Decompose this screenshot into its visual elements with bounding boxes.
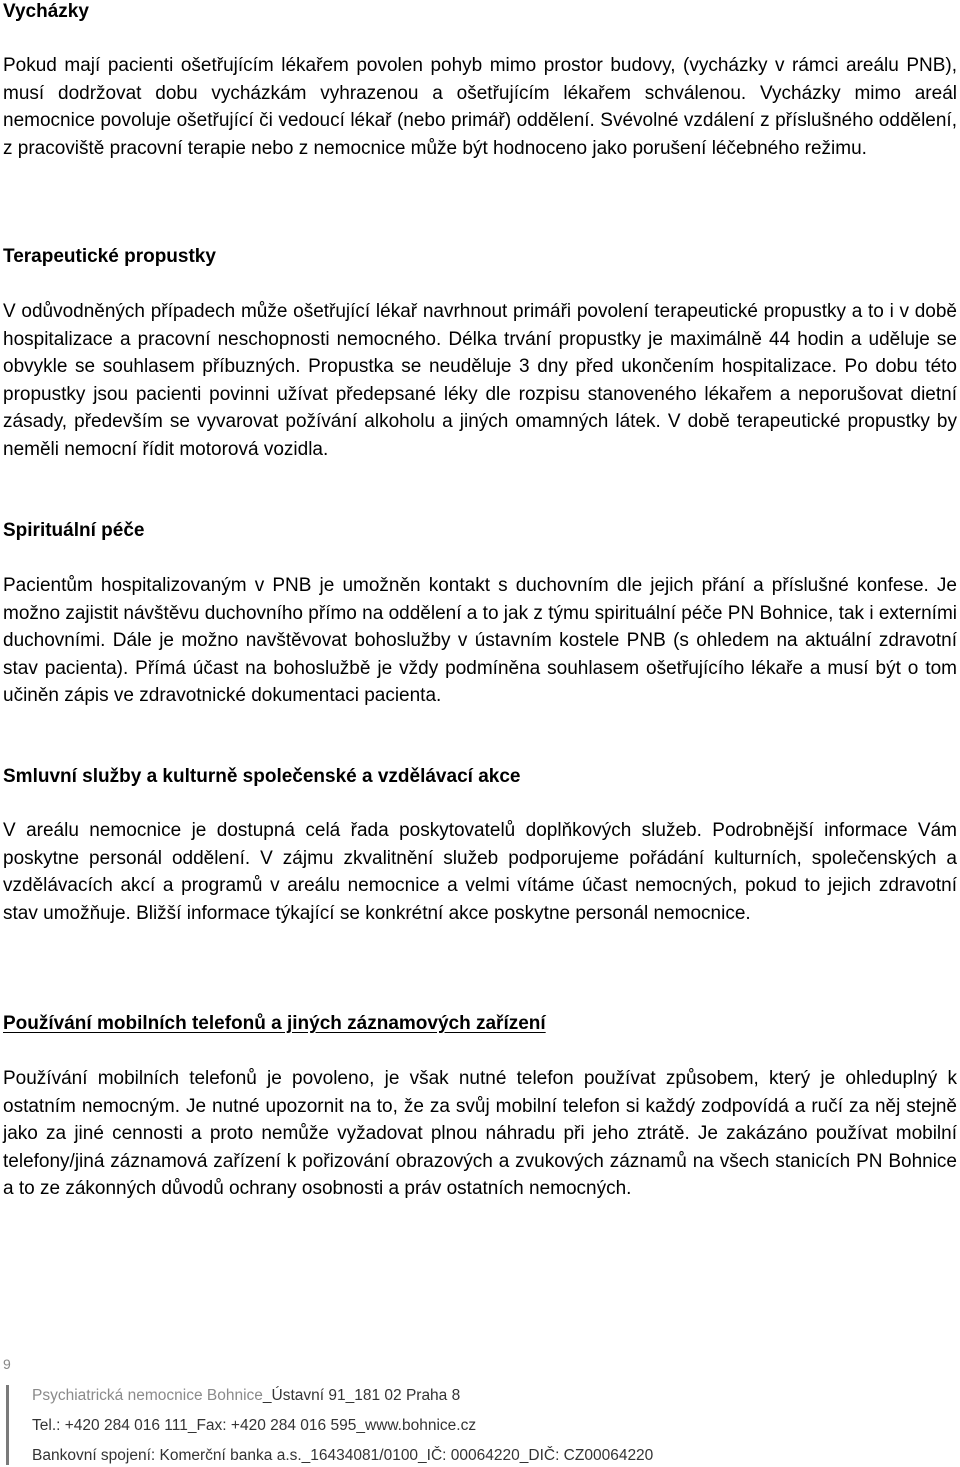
heading-terapeuticke-propustky: Terapeutické propustky <box>3 246 216 267</box>
footer-institution-name: Psychiatrická nemocnice Bohnice <box>32 1387 263 1404</box>
paragraph-vychazky: Pokud mají pacienti ošetřujícím lékařem povolen pohyb mimo prostor budovy, (vycházky v rámci areálu PNB), musí dodržovat dobu vycházkám vyhrazenou a ošetřujícím lékařem schválenou. Vycházky mimo areál nemocnice povoluje ošetřující či vedoucí lékař (nebo primář) oddělení. Svévolné vzdálení z příslušného oddělení, z pracoviště pracovní terapie nebo z nemocnice může být hodnoceno jako porušení léčebného režimu. <box>3 55 957 159</box>
heading-vychazky: Vycházky <box>3 1 89 22</box>
paragraph-mobilni-telefony: Používání mobilních telefonů je povoleno, je však nutné telefon používat způsobem, který je ohleduplný k ostatním nemocným. Je nutné upozornit na to, že za svůj mobilní telefon si každý zodpovídá a ručí za něj stejně jako za jiné cennosti a proto nemůže vyžadovat plnou náhradu při jeho ztrátě. Je zakázáno používat mobilní telefony/jiná záznamová zařízení k pořizování obrazových a zvukových záznamů na všech stanicích PN Bohnice a to ze zákonných důvodů ochrany osobnosti a práv ostatních nemocných. <box>3 1068 957 1199</box>
paragraph-smluvni-sluzby: V areálu nemocnice je dostupná celá řada poskytovatelů doplňkových služeb. Podrobnější informace Vám poskytne personál oddělení. V zájmu zkvalitnění služeb podporujeme pořádání kulturních, společenských a vzdělávacích akcí a programů v areálu nemocnice a velmi vítáme účast nemocných, pokud to jejich zdravotní stav umožňuje. Bližší informace týkající se konkrétní akce poskytne personál nemocnice. <box>3 820 957 924</box>
footer-divider-bar <box>6 1385 9 1465</box>
heading-mobilni-telefony: Používání mobilních telefonů a jiných záznamových zařízení <box>3 1013 546 1034</box>
paragraph-spiritualni-pece: Pacientům hospitalizovaným v PNB je umožněn kontakt s duchovním dle jejich přání a příslušné konfese. Je možno zajistit návštěvu duchovního přímo na oddělení a to jak z týmu spirituální péče PN Bohnice, tak i externími duchovními. Dále je možno navštěvovat bohoslužby v ústavním kostele PNB (s ohledem na aktuální zdravotní stav pacienta). Přímá účast na bohoslužbě je vždy podmíněna souhlasem ošetřujícího lékaře a musí být o tom učiněn zápis ve zdravotnické dokumentaci pacienta. <box>3 575 957 706</box>
heading-spiritualni-pece: Spirituální péče <box>3 520 145 541</box>
footer-address <box>32 1386 460 1406</box>
footer-street-address: _Ústavní 91_181 02 Praha 8 <box>262 1387 461 1404</box>
heading-smluvni-sluzby: Smluvní služby a kulturně společenské a vzdělávací akce <box>3 766 521 787</box>
footer-bank-details: Bankovní spojení: Komerční banka a.s._16434081/0100_IČ: 00064220_DIČ: CZ00064220 <box>32 1447 654 1464</box>
footer-contact: Tel.: +420 284 016 111_Fax: +420 284 016 595_www.bohnice.cz <box>32 1417 477 1434</box>
paragraph-terapeuticke-propustky: V odůvodněných případech může ošetřující lékař navrhnout primáři povolení terapeutické propustky a to i v době hospitalizace a pracovní neschopnosti nemocného. Délka trvání propustky je maximálně 44 hodin a uděluje se obvykle se souhlasem příbuzných. Propustka se neuděluje 3 dny před ukončením hospitalizace. Po dobu této propustky jsou pacienti povinni užívat předepsané léky dle rozpisu stanoveného lékařem a neporušovat dietní zásady, především se vyvarovat požívání alkoholu a jiných omamných látek. V době terapeutické propustky by neměli nemocní řídit motorová vozidla. <box>3 301 957 460</box>
page-number: 9 <box>3 1356 11 1372</box>
